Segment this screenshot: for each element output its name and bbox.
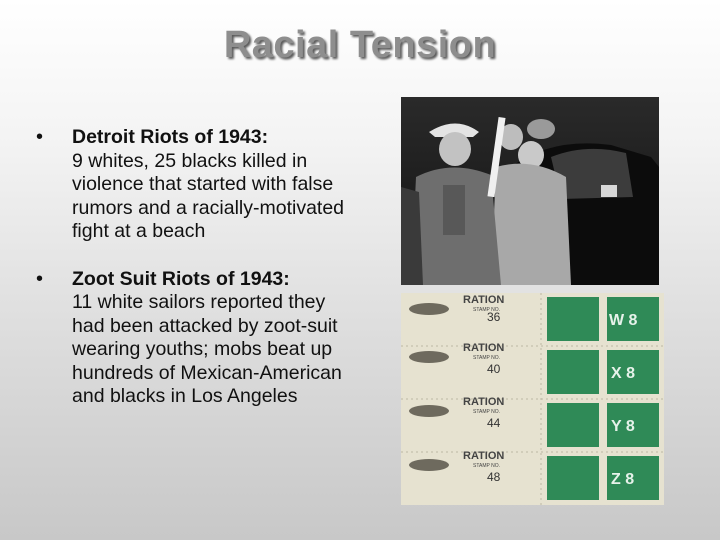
detroit-riot-photo — [401, 97, 659, 285]
bullet-heading: Detroit Riots of 1943: — [72, 126, 269, 148]
green-stamp-code: Z 8 — [611, 471, 635, 488]
bullet-zoot-suit-riots — [36, 268, 356, 409]
bullet-detroit-riots — [36, 126, 356, 244]
ration-word: RATION — [463, 450, 505, 462]
stamp-number: 40 — [487, 362, 501, 376]
stamp-number: 48 — [487, 470, 501, 484]
green-stamp-code: Y 8 — [611, 418, 635, 435]
bullet-dot-icon: • — [36, 126, 44, 148]
green-stamp-code: W 8 — [609, 312, 638, 329]
bullet-body: 11 white sailors reported they had been attacked by zoot-suit wearing youths; mobs beat up hundreds of Mexican-American and blacks in Los Angeles — [72, 291, 342, 407]
slide-title: Racial Tension — [223, 24, 497, 66]
green-stamp-code: X 8 — [611, 365, 636, 382]
riot-photo-illustration — [401, 97, 659, 285]
bullet-list — [36, 126, 356, 433]
ration-stamps-illustration — [401, 293, 664, 505]
stamp-number: 36 — [487, 310, 501, 324]
ration-word: RATION — [463, 342, 505, 354]
stamp-number: 44 — [487, 416, 501, 430]
stamp-label: STAMP NO. — [473, 409, 501, 415]
ration-word: RATION — [463, 396, 505, 408]
bullet-dot-icon: • — [36, 267, 44, 290]
bullet-heading: Zoot Suit Riots of 1943: — [72, 267, 290, 290]
ration-word: RATION — [463, 294, 505, 306]
bullet-body: 9 whites, 25 blacks killed in violence that started with false rumors and a racially-motivated fight at a beach — [72, 149, 345, 242]
stamp-label: STAMP NO. — [473, 355, 501, 361]
stamp-label: STAMP NO. — [473, 463, 501, 469]
stamp-label: STAMP NO. — [473, 307, 501, 313]
ration-stamps-image — [401, 293, 664, 505]
